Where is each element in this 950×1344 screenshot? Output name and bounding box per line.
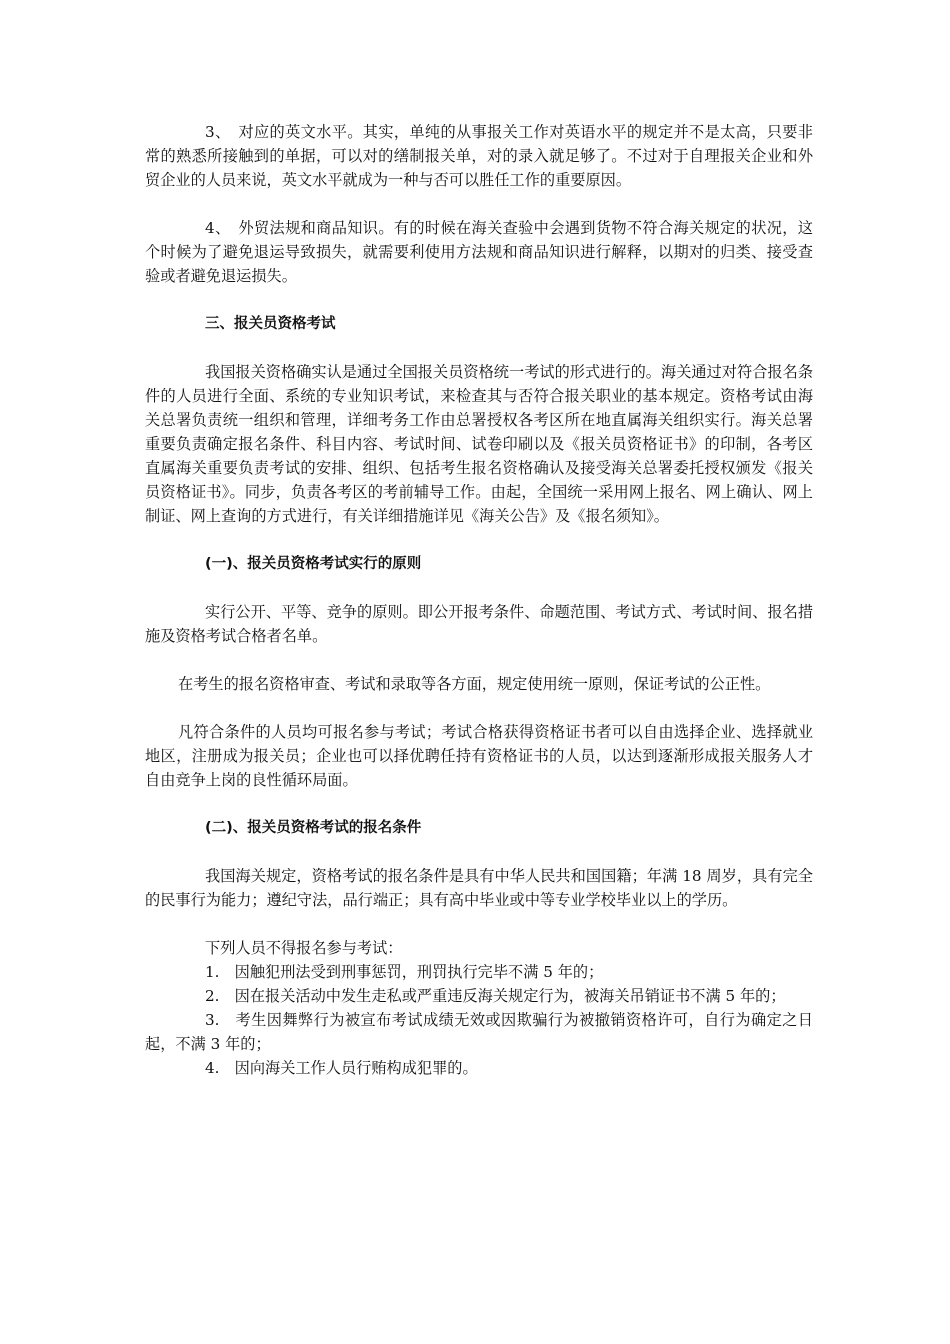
- paragraph-principles-2: 在考生的报名资格审查、考试和录取等各方面，规定使用统一原则，保证考试的公正性。: [178, 675, 771, 693]
- list-intro: 下列人员不得报名参与考试：: [205, 939, 403, 957]
- subheading-registration-conditions: (二)、报关员资格考试的报名条件: [205, 820, 422, 836]
- paragraph-item-4: 4、 外贸法规和商品知识。有的时候在海关查验中会遇到货物不符合海关规定的状况，这个时候为了避免退运导致损失，就需要利使用方法规和商品知识进行解释，以期对的归类、接受查验或者避免退运损失。: [145, 219, 813, 285]
- paragraph-exam-overview: 我国报关资格确实认是通过全国报关员资格统一考试的形式进行的。海关通过对符合报名条件的人员进行全面、系统的专业知识考试，来检查其与否符合报关职业的基本规定。资格考试由海关总署负责统一组织和管理，详细考务工作由总署授权各考区所在地直属海关组织实行。海关总署重要负责确定报名条件、科目内容、考试时间、试卷印刷以及《报关员资格证书》的印制，各考区直属海关重要负责考试的安排、组织、包括考生报名资格确认及接受海关总署委托授权颁发《报关员资格证书》。同步，负责各考区的考前辅导工作。由起，全国统一采用网上报名、网上确认、网上制证、网上查询的方式进行，有关详细措施详见《海关公告》及《报名须知》。: [145, 363, 813, 525]
- paragraph-item-3: 3、 对应的英文水平。其实，单纯的从事报关工作对英语水平的规定并不是太高，只要非常的熟悉所接触到的单据，可以对的缮制报关单，对的录入就足够了。不过对于自理报关企业和外贸企业的人员来说，英文水平就成为一种与否可以胜任工作的重要原因。: [145, 123, 813, 189]
- list-item: 4. 因向海关工作人员行贿构成犯罪的。: [205, 1059, 478, 1077]
- list-item: 1. 因触犯刑法受到刑事惩罚，刑罚执行完毕不满 5 年的；: [205, 963, 604, 981]
- subheading-exam-principles: (一)、报关员资格考试实行的原则: [205, 556, 422, 572]
- paragraph-registration-conditions: 我国海关规定，资格考试的报名条件是具有中华人民共和国国籍；年满 18 周岁，具有完全的民事行为能力；遵纪守法，品行端正；具有高中毕业或中等专业学校毕业以上的学历。: [145, 867, 813, 909]
- document-page: [145, 120, 813, 1080]
- list-item: 3. 考生因舞弊行为被宣布考试成绩无效或因欺骗行为被撤销资格许可，自行为确定之日起，不满 3 年的；: [145, 1011, 813, 1053]
- list-item: 2. 因在报关活动中发生走私或严重违反海关规定行为，被海关吊销证书不满 5 年的；: [205, 987, 786, 1005]
- section-heading-qualification-exam: 三、报关员资格考试: [205, 316, 336, 332]
- paragraph-principles-1: 实行公开、平等、竞争的原则。即公开报考条件、命题范围、考试方式、考试时间、报名措施及资格考试合格者名单。: [145, 603, 813, 645]
- paragraph-principles-3: 凡符合条件的人员均可报名参与考试；考试合格获得资格证书者可以自由选择企业、选择就业地区，注册成为报关员；企业也可以择优聘任持有资格证书的人员，以达到逐渐形成报关服务人才自由竞争上岗的良性循环局面。: [145, 723, 813, 789]
